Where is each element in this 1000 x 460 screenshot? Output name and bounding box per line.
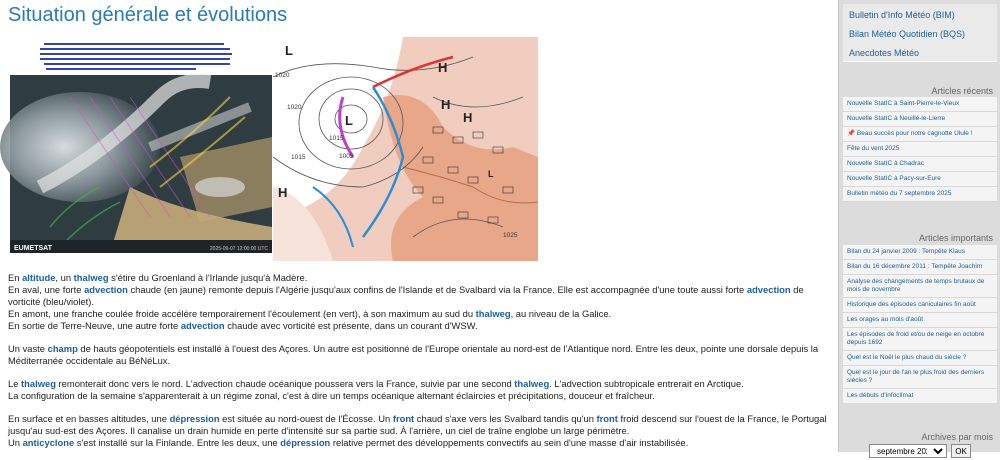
archive-month-select[interactable] [869,444,947,458]
text-line [8,437,793,449]
page-title: Situation générale et évolutions [8,4,288,26]
glossary-link[interactable]: front [596,413,618,424]
text-segment: s'étire du Groenland à l'Irlande jusqu'à Madère. [108,272,308,283]
article-paragraph [8,413,827,449]
low-pressure-label: L [488,169,494,179]
text-segment: En aval, une forte [8,284,85,295]
important-articles-list [843,245,997,404]
nav-link-anecdotes[interactable]: Anecdotes Météo [843,42,997,62]
article-paragraph [8,378,793,402]
recent-article-link[interactable] [843,172,997,187]
text-segment: , un [55,272,74,283]
isobar-label: 1015 [291,154,306,161]
glossary-link[interactable]: altitude [22,272,56,283]
important-article-link[interactable]: Analyse des changements de temps brutaux de mois de novembre [843,275,997,298]
recent-article-title: Nouvelle StatIC à Pacy-sur-Eure [847,175,941,182]
glossary-link[interactable]: front [392,413,415,424]
recent-article-title: Bulletin météo du 7 septembre 2025 [847,190,952,197]
text-segment: . L'advection subtropicale entrerait en Arctique. [549,378,744,389]
article-paragraph [8,272,804,332]
recent-articles-list [843,97,997,202]
high-pressure-label: H [441,97,451,112]
text-line [8,378,793,390]
text-segment: de hauts géopotentiels est installé à l'ouest des Açores. Un autre est positionné de l'Europe orientale au nord-est de l'Atlantique nord. Entre les deux, pointe une dorsale depuis la [77,343,819,354]
text-segment: chaude (en jaune) remonte depuis l'Algérie jusqu'aux confins de l'Islande et de Svalbard via la France. Elle est accompagnée d'une toute aussi forte [127,284,747,295]
recent-articles-title: Articles récents [931,86,993,96]
glossary-link[interactable]: champ [47,343,78,354]
text-segment: La configuration de la semaine s'apparenterait à un régime zonal, c'est à dire un temps océanique alternant éclaircies et précipitations, douceur et fraîcheur. [8,390,655,401]
text-segment: Méditerranée occidentale au BéNéLux. [8,355,171,366]
text-line [8,343,819,355]
text-segment: En amont, une franche coulée froide accélère temporairement l'écoulement (en vert), à son maximum au sud du [8,308,476,319]
text-segment: jusqu'au sud-est des Açores. Il canalise un drain humide en perte d'intensité sur sa partie sud. À l'arrière, un ciel de traîne englobe un large périmètre. [8,425,630,436]
glossary-link[interactable]: thalweg [475,308,511,319]
text-line [8,284,804,296]
recent-article-link[interactable] [843,97,997,112]
archives-title: Archives par mois [921,432,993,442]
glossary-link[interactable]: thalweg [514,378,550,389]
text-line [8,413,827,425]
important-article-link[interactable]: Les débuts d'Infoclimat [843,389,997,404]
glossary-link[interactable]: thalweg [73,272,109,283]
article-paragraph [8,343,819,367]
text-segment: de [790,284,804,295]
low-pressure-label: L [285,43,293,58]
archive-ok-button[interactable]: OK [951,444,971,458]
text-segment: est située au nord-ouest de l'Écosse. Un [219,413,393,424]
isobar-label: 1005 [339,153,354,160]
important-article-link[interactable]: Historique des épisodes caniculaires fin août [843,298,997,313]
recent-article-title: Nouvelle StatIC à Saint-Pierre-le-Vieux [847,100,960,107]
text-line [8,390,793,402]
glossary-link[interactable]: dépression [280,437,331,448]
recent-article-link[interactable] [843,142,997,157]
recent-article-title: Nouvelle StatIC à Chadrac [847,160,924,167]
text-segment: relative permet des développements convectifs au sein d'une masse d'air instabilisée. [330,437,689,448]
text-segment: En [8,272,23,283]
important-article-link[interactable]: Les orages au mois d'août [843,313,997,328]
glossary-link[interactable]: anticyclone [22,437,75,448]
text-segment: Un vaste [8,343,48,354]
high-pressure-label: H [438,60,448,75]
text-line [8,320,793,332]
recent-article-title: Nouvelle StatIC à Neuillé-le-Lierre [847,115,946,122]
glossary-link[interactable]: advection [84,284,128,295]
isobar-label: 1020 [287,104,302,111]
text-line [8,308,793,320]
sidebar [838,0,1000,456]
text-line [8,355,793,367]
important-article-link[interactable]: Quel est le jour de l'an le plus froid des derniers siècles ? [843,366,997,389]
article-body [8,272,827,460]
satellite-image [10,37,272,253]
important-article-link[interactable]: Les épisodes de froid et/ou de neige en octobre depuis 1692 [843,328,997,351]
high-pressure-label: H [463,110,473,125]
text-segment: chaud s'axe vers les Svalbard tandis qu'un [414,413,597,424]
text-line [8,272,793,284]
text-segment: En surface et en basses altitudes, une [8,413,170,424]
text-segment: Un [8,437,23,448]
surface-pressure-map [273,37,538,261]
isobar-label: 1020 [275,72,290,79]
text-segment: En sortie de Terre-Neuve, une autre forte [8,320,181,331]
isobar-label: 1015 [329,135,344,142]
text-segment: s'est installé sur la Finlande. Entre les deux, une [74,437,281,448]
glossary-link[interactable]: thalweg [21,378,56,389]
important-articles-title: Articles importants [918,233,993,243]
text-segment: Le [8,378,22,389]
text-segment: vorticité (bleu/violet). [8,296,94,307]
text-segment: chaude avec vorticité est présente, dans un courant d'WSW. [224,320,478,331]
important-article-link[interactable]: Bilan du 24 janvier 2009 : Tempête Klaus [843,245,997,260]
satellite-timestamp: 2025-09-07 12:00:00 UTC [209,246,268,252]
nav-link-bim[interactable]: Bulletin d'Info Météo (BIM) [843,4,997,24]
low-pressure-label: L [345,113,353,128]
glossary-link[interactable]: advection [746,284,791,295]
text-line [8,425,793,437]
recent-article-link[interactable] [843,127,997,142]
important-article-link[interactable]: Bilan du 16 décembre 2011 : Tempête Joachim [843,260,997,275]
recent-article-link[interactable] [843,187,997,202]
nav-link-bqs[interactable]: Bilan Météo Quotidien (BQS) [843,23,997,43]
glossary-link[interactable]: advection [180,320,225,331]
important-article-link[interactable]: Quel est le Noël le plus chaud du siècle ? [843,351,997,366]
glossary-link[interactable]: dépression [169,413,220,424]
recent-article-link[interactable] [843,157,997,172]
recent-article-title: Fête du vent 2025 [847,145,900,152]
text-segment: , au niveau de la Galice. [510,308,612,319]
eumetsat-credit: EUMETSAT [14,245,52,252]
text-segment: froid descend sur l'ouest de la France, le Portugal [617,413,827,424]
text-segment: remonterait donc vers le nord. L'advection chaude océanique poussera vers la France, suivie par une second [55,378,515,389]
text-line [8,296,793,308]
pushpin-icon: 📌 [847,130,856,137]
recent-article-link[interactable] [843,112,997,127]
isobar-label: 1025 [503,232,518,239]
recent-article-title: Beau succès pour notre cagnotte Ulule ! [856,130,973,137]
high-pressure-label: H [278,185,288,200]
